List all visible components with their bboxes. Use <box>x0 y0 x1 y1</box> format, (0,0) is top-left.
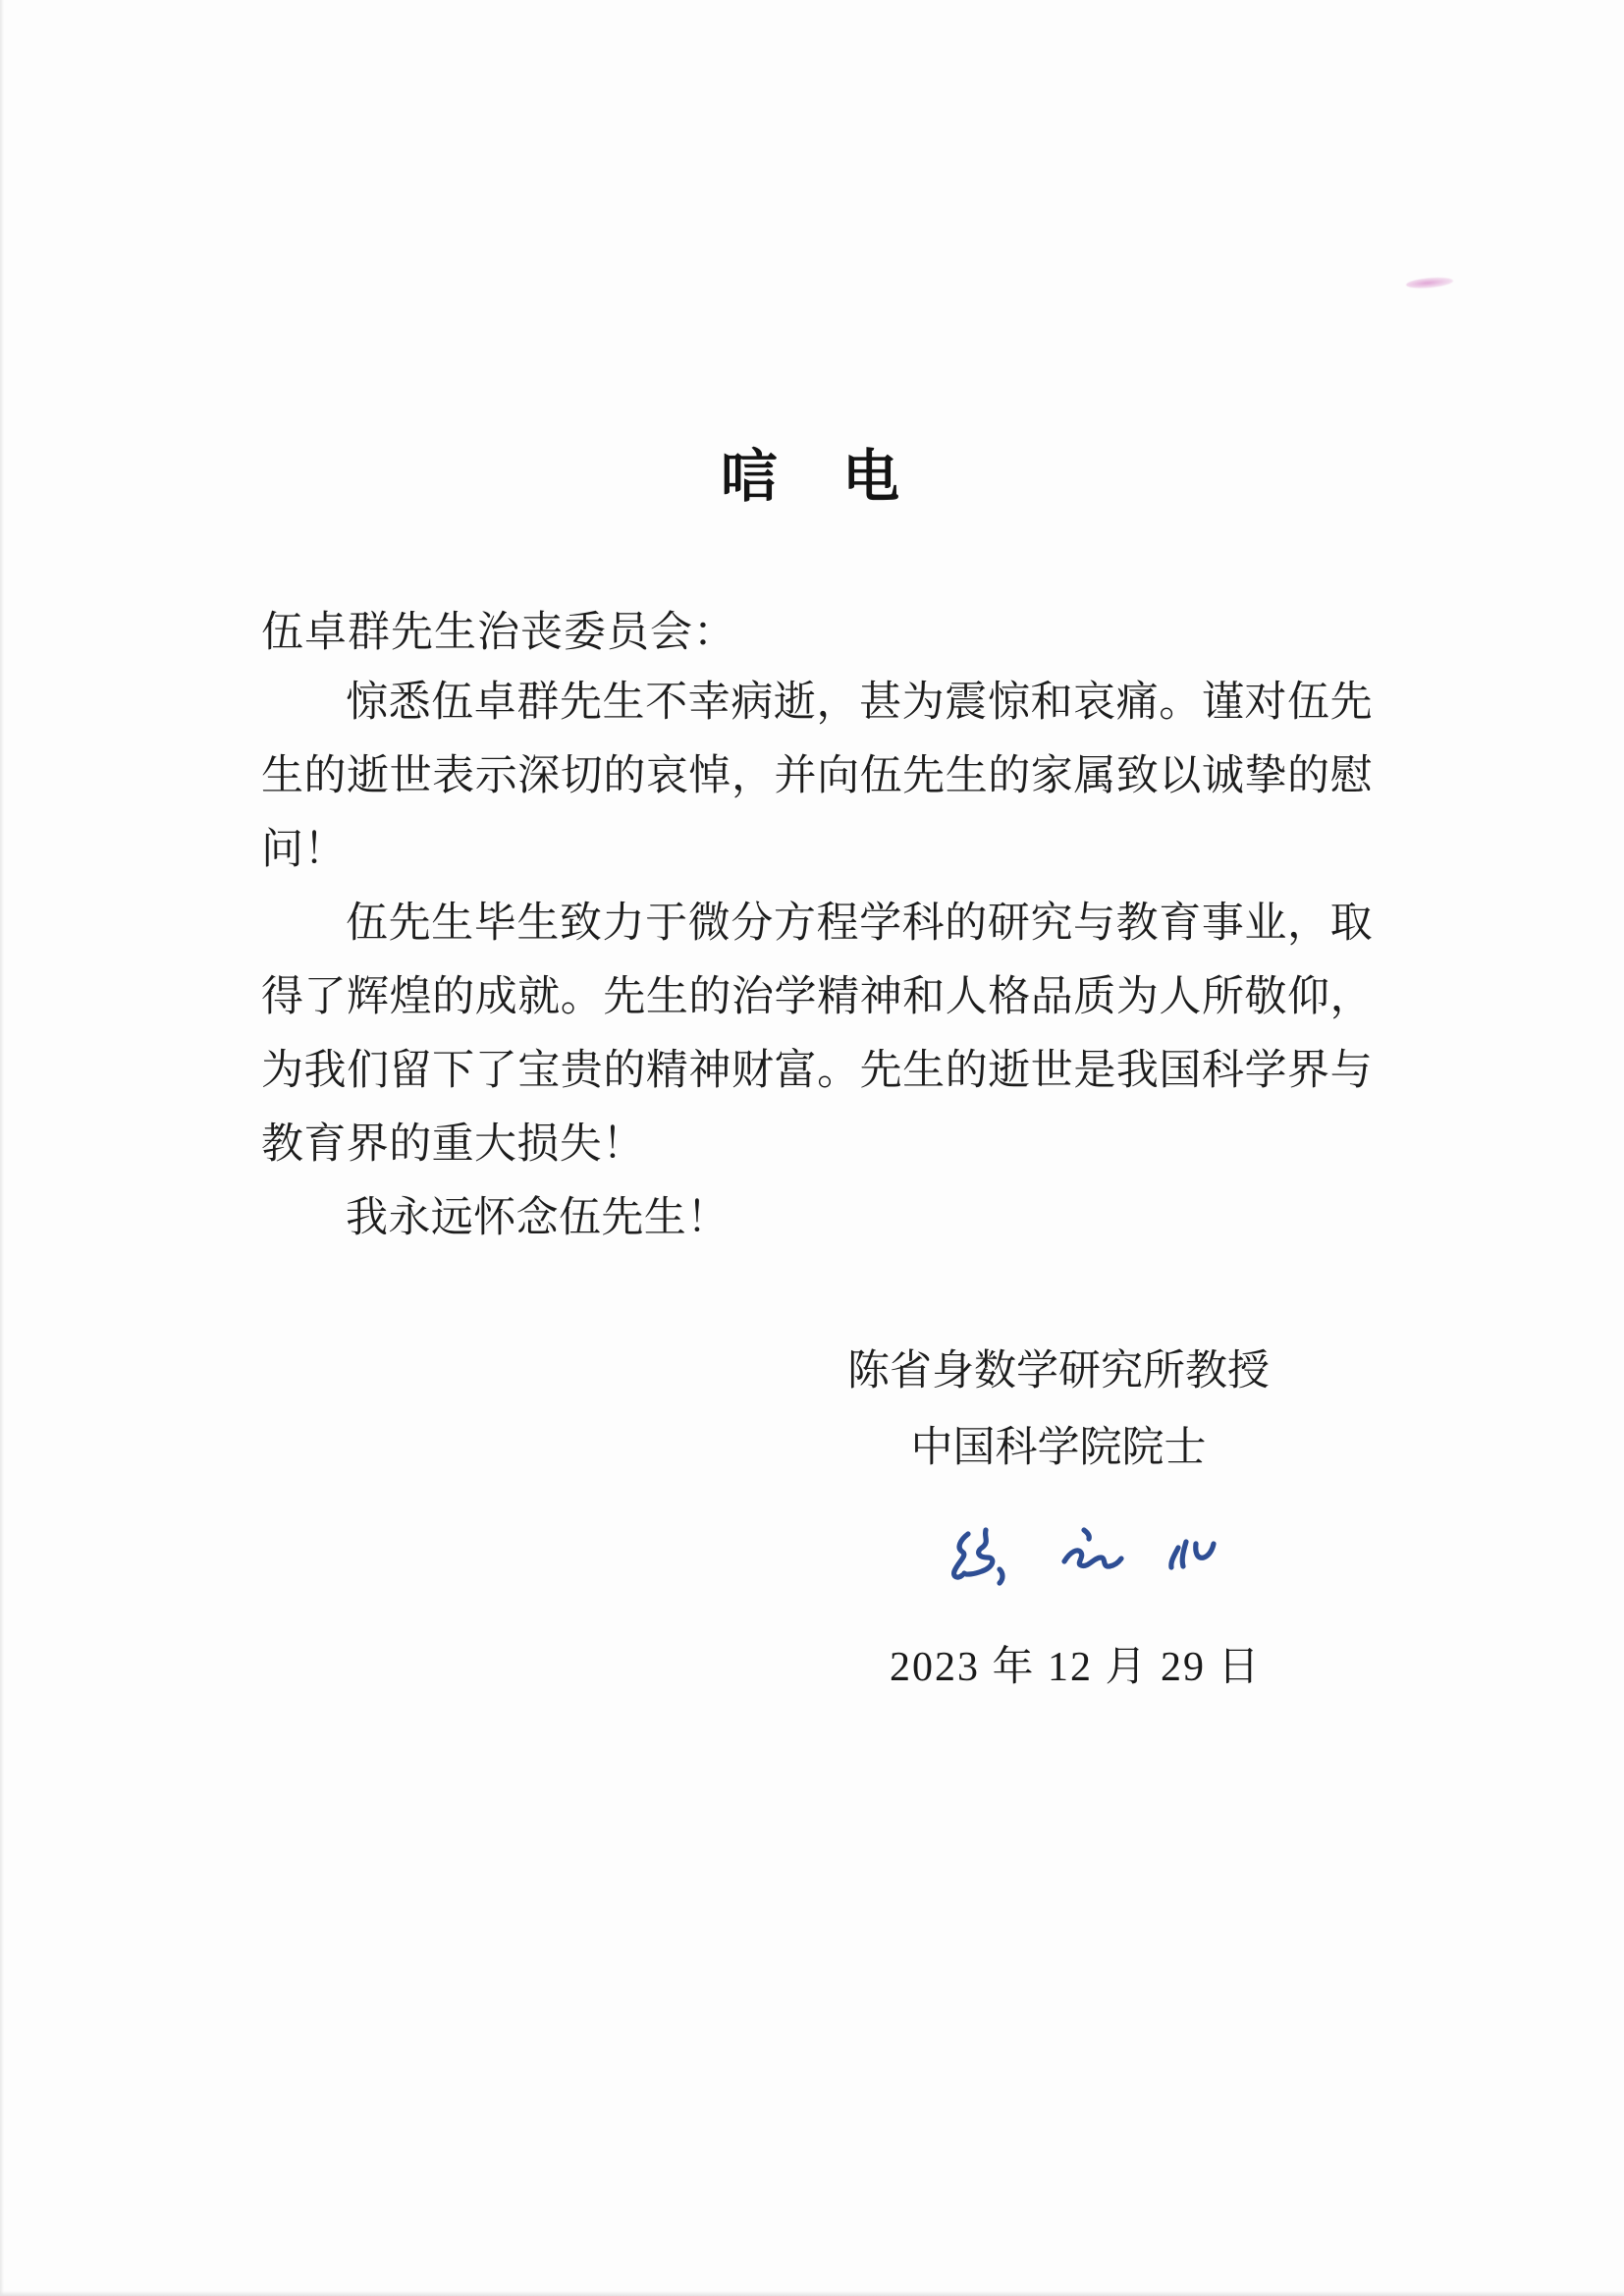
paragraph-condolence: 惊悉伍卓群先生不幸病逝，甚为震惊和哀痛。谨对伍先生的逝世表示深切的哀悼，并向伍先生的家属致以诚挚的慰问！ <box>261 680 1373 873</box>
handwritten-signature-ink <box>935 1518 1235 1599</box>
date-line: 2023 年 12 月 29 日 <box>890 1645 1262 1690</box>
paragraph-remembrance: 我永远怀念伍先生！ <box>346 1195 730 1241</box>
paragraph-tribute: 伍先生毕生致力于微分方程学科的研究与教育事业，取得了辉煌的成就。先生的治学精神和人格品质为人所敬仰，为我们留下了宝贵的精神财富。先生的逝世是我国科学界与教育界的重大损失！ <box>261 901 1373 1168</box>
salutation-line: 伍卓群先生治丧委员会： <box>261 610 736 656</box>
scan-edge-artifact-left <box>0 0 4 2296</box>
scan-edge-artifact-bottom <box>0 2291 1624 2296</box>
signer-affiliation-line: 中国科学院院士 <box>910 1425 1207 1471</box>
letter-title: 唁 电 <box>720 445 903 509</box>
signer-title-line: 陈省身数学研究所教授 <box>847 1348 1270 1394</box>
letter-body <box>261 666 1373 1255</box>
pink-highlighter-smudge <box>1406 276 1454 290</box>
